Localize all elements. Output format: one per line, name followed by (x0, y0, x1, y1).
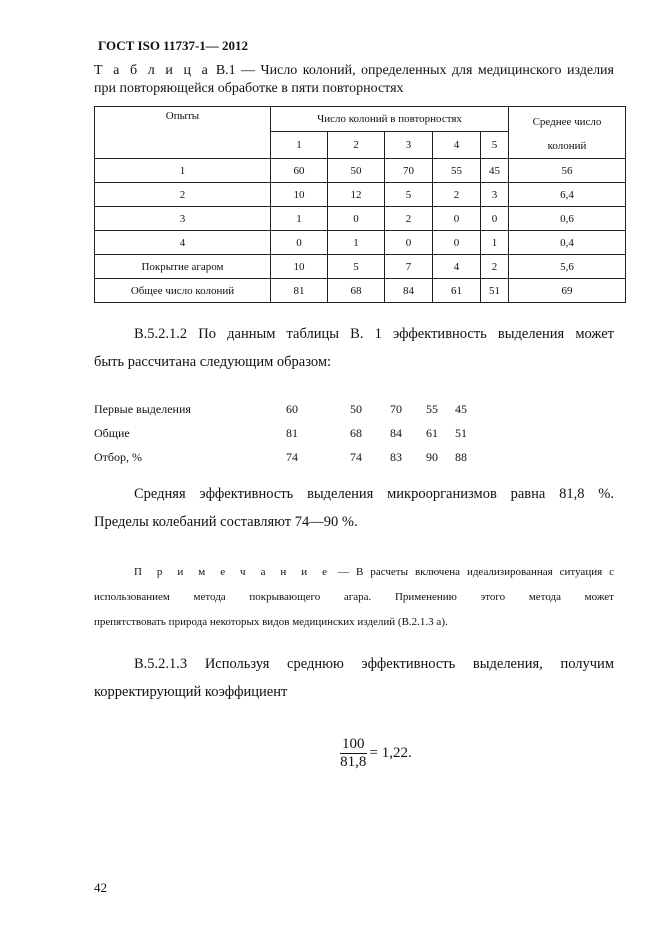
calc-value: 51 (455, 426, 467, 440)
table-row (95, 279, 626, 303)
cell-repeat-4: 0 (433, 207, 481, 231)
header-average-line-1: Среднее число (532, 116, 602, 128)
header-repeat-3: 3 (385, 132, 433, 159)
table-row (95, 183, 626, 207)
page-number: 42 (94, 880, 107, 895)
cell-repeat-2: 68 (328, 279, 385, 303)
note-label: П р и м е ч а н и е (134, 566, 332, 578)
row-label: 4 (95, 231, 271, 255)
note-block (94, 560, 614, 635)
row-label: Общее число колоний (95, 279, 271, 303)
cell-repeat-2: 12 (328, 183, 385, 207)
cell-average: 56 (509, 159, 626, 183)
table-caption-label: Т а б л и ц а (94, 63, 211, 78)
cell-repeat-1: 60 (271, 159, 328, 183)
note-line-3: препятствовать природа некоторых видов медицинских изделий (В.2.1.3 а). (94, 616, 448, 628)
table-row (95, 159, 626, 183)
calc-value: 74 (350, 450, 362, 464)
cell-average: 5,6 (509, 255, 626, 279)
calc-value: 60 (286, 402, 298, 416)
calc-label: Отбор, % (94, 450, 143, 464)
cell-repeat-1: 0 (271, 231, 328, 255)
cell-average: 69 (509, 279, 626, 303)
table-caption-number: В.1 (215, 63, 236, 78)
calc-value: 55 (426, 402, 438, 416)
calc-value: 83 (390, 450, 402, 464)
cell-repeat-5: 51 (481, 279, 509, 303)
header-experiments: Опыты (95, 107, 271, 159)
cell-average: 6,4 (509, 183, 626, 207)
paragraph-average-efficiency-line-2: Пределы колебаний составляют 74—90 %. (94, 514, 358, 530)
calc-value: 45 (455, 402, 467, 416)
table-row (95, 231, 626, 255)
cell-average: 0,4 (509, 231, 626, 255)
header-average-line-2: колоний (547, 140, 587, 152)
calc-value: 90 (426, 450, 438, 464)
document-header: ГОСТ ISO 11737-1— 2012 (98, 38, 249, 53)
header-repeat-1: 1 (271, 132, 328, 159)
row-label: 1 (95, 159, 271, 183)
header-repeat-5: 5 (481, 132, 509, 159)
cell-repeat-5: 2 (481, 255, 509, 279)
cell-repeat-2: 50 (328, 159, 385, 183)
cell-repeat-3: 2 (385, 207, 433, 231)
cell-repeat-1: 81 (271, 279, 328, 303)
note-line-2: использованием метода покрывающего агара. Применению этого метода может (94, 591, 614, 603)
header-repeat-2: 2 (328, 132, 385, 159)
cell-average: 0,6 (509, 207, 626, 231)
paragraph-average-efficiency (94, 480, 614, 536)
cell-repeat-2: 0 (328, 207, 385, 231)
calc-value: 70 (390, 402, 402, 416)
cell-repeat-5: 0 (481, 207, 509, 231)
cell-repeat-3: 7 (385, 255, 433, 279)
row-label: Покрытие агаром (95, 255, 271, 279)
cell-repeat-5: 45 (481, 159, 509, 183)
header-average (509, 107, 626, 159)
paragraph-b52112-line-2: быть рассчитана следующим образом: (94, 354, 332, 370)
paragraph-b52113 (94, 650, 614, 706)
cell-repeat-4: 61 (433, 279, 481, 303)
formula-numerator: 100 (342, 736, 365, 752)
cell-repeat-3: 84 (385, 279, 433, 303)
formula-result: = 1,22. (369, 745, 412, 761)
colonies-table (94, 106, 626, 303)
cell-repeat-3: 70 (385, 159, 433, 183)
formula-fraction (340, 736, 367, 771)
cell-repeat-1: 10 (271, 183, 328, 207)
header-repeat-4: 4 (433, 132, 481, 159)
row-label: 2 (95, 183, 271, 207)
cell-repeat-2: 1 (328, 231, 385, 255)
cell-repeat-4: 0 (433, 231, 481, 255)
table-row (95, 255, 626, 279)
header-repeats: Число колоний в повторностях (271, 107, 509, 132)
paragraph-b52112 (94, 320, 614, 376)
calc-value: 81 (286, 426, 298, 440)
cell-repeat-5: 3 (481, 183, 509, 207)
cell-repeat-3: 0 (385, 231, 433, 255)
cell-repeat-3: 5 (385, 183, 433, 207)
cell-repeat-1: 10 (271, 255, 328, 279)
paragraph-b52112-line-1: В.5.2.1.2 По данным таблицы В. 1 эффективность выделения может (134, 326, 614, 342)
paragraph-average-efficiency-line-1: Средняя эффективность выделения микроорганизмов равна 81,8 %. (134, 486, 614, 502)
cell-repeat-5: 1 (481, 231, 509, 255)
calc-value: 84 (390, 426, 402, 440)
table-caption-line-1 (94, 62, 614, 80)
paragraph-b52113-line-2: корректирующий коэффициент (94, 684, 288, 700)
calc-value: 88 (455, 450, 467, 464)
table-caption (94, 62, 614, 98)
correction-formula (340, 736, 412, 771)
cell-repeat-4: 55 (433, 159, 481, 183)
formula-denominator: 81,8 (340, 754, 367, 770)
note-line-1 (94, 560, 614, 585)
cell-repeat-4: 2 (433, 183, 481, 207)
calc-label: Общие (94, 426, 130, 440)
calc-value: 74 (286, 450, 298, 464)
row-label: 3 (95, 207, 271, 231)
cell-repeat-2: 5 (328, 255, 385, 279)
table-caption-title: — Число колоний, определенных для медицинского изделия (241, 63, 614, 78)
cell-repeat-1: 1 (271, 207, 328, 231)
calc-value: 61 (426, 426, 438, 440)
paragraph-b52113-line-1: В.5.2.1.3 Используя среднюю эффективность выделения, получим (134, 656, 614, 672)
calc-label: Первые выделения (94, 402, 191, 416)
calc-value: 68 (350, 426, 362, 440)
calc-value: 50 (350, 402, 362, 416)
table-caption-line-2: при повторяющейся обработке в пяти повторностях (94, 81, 404, 96)
table-row (95, 207, 626, 231)
note-line-1-text: — В расчеты включена идеализированная ситуация с (338, 566, 615, 578)
cell-repeat-4: 4 (433, 255, 481, 279)
